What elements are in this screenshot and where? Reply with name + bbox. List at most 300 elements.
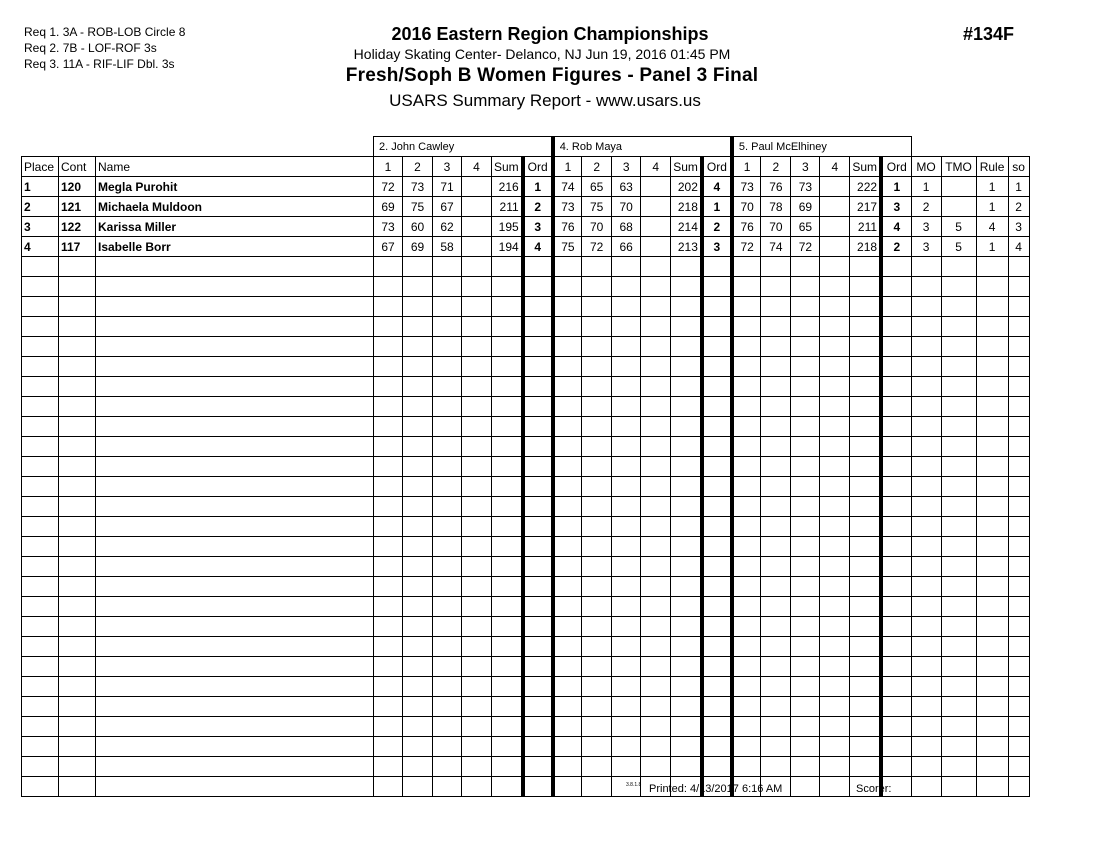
judge2-score-1-cell [553,337,582,357]
judge3-sum-cell [850,357,881,377]
judge3-score-3-cell [791,357,820,377]
judge2-score-1-cell [553,577,582,597]
tmo-cell [941,457,976,477]
judge3-score-4-cell [820,577,850,597]
skater-name-cell [96,337,374,357]
judge3-score-2-cell [761,557,791,577]
rule-cell: 1 [976,237,1008,257]
empty-row [22,557,1030,577]
skater-name-cell [96,257,374,277]
mo-cell [911,717,941,737]
judge2-score-3-cell [612,297,641,317]
mo-cell [911,657,941,677]
so-cell [1008,457,1029,477]
place-cell [22,477,59,497]
judge3-score-4-cell [820,457,850,477]
judge2-sum-cell [671,537,702,557]
judge3-score-2-cell [761,717,791,737]
judge3-score-2-cell [761,357,791,377]
rule-cell [976,717,1008,737]
judge1-score-1-cell [374,617,403,637]
place-cell [22,497,59,517]
empty-row [22,317,1030,337]
judge2-score-4-cell [641,257,671,277]
place-cell [22,677,59,697]
judge1-ordinal-cell [523,537,553,557]
judge1-score-3-cell [433,537,462,557]
judge1-ordinal-cell: 2 [523,197,553,217]
so-cell [1008,297,1029,317]
cont-cell [59,497,96,517]
judge3-sum-cell [850,337,881,357]
cont-cell: 117 [59,237,96,257]
judge2-score-1-cell [553,597,582,617]
judge3-ordinal-cell [881,257,911,277]
judge1-score-1-cell [374,297,403,317]
judge3-score-3-cell [791,557,820,577]
place-cell [22,697,59,717]
judge2-score-3-cell [612,617,641,637]
judge2-ordinal-cell [702,477,732,497]
judge3-ordinal-cell [881,477,911,497]
judge1-score-4-cell [462,177,492,197]
judge2-score-4-cell [641,677,671,697]
judge1-score-4-cell [462,717,492,737]
cont-cell [59,577,96,597]
judge2-score-2-cell [582,337,612,357]
tmo-cell [941,417,976,437]
tmo-cell [941,597,976,617]
judge2-score-3-cell [612,457,641,477]
judge2-score-3-cell: 66 [612,237,641,257]
judge3-score-2-cell [761,457,791,477]
judge2-score-3-cell [612,417,641,437]
judge1-ordinal-cell [523,617,553,637]
judge1-sum-cell [492,417,523,437]
judge3-score-3-cell [791,437,820,457]
mo-cell: 2 [911,197,941,217]
skater-name-cell: Megla Purohit [96,177,374,197]
judge3-score-4-cell [820,337,850,357]
judge3-score-3-cell: 69 [791,197,820,217]
judge1-score-1-cell [374,537,403,557]
judge1-score-2-cell [403,297,433,317]
judge2-score-4-cell [641,717,671,737]
judge3-score-1-cell [732,577,761,597]
judge1-score-4-cell [462,337,492,357]
skater-name-cell [96,657,374,677]
skater-name-cell [96,617,374,637]
judge2-ordinal-cell [702,397,732,417]
judge2-score-1-cell [553,497,582,517]
so-cell [1008,477,1029,497]
judge3-score-1-cell [732,497,761,517]
judge1-sum-cell [492,677,523,697]
judge3-score-2-cell [761,517,791,537]
col-header-j2-s2: 2 [582,157,612,177]
judge3-ordinal-cell [881,517,911,537]
tmo-cell [941,497,976,517]
judge1-score-4-cell [462,397,492,417]
judge1-score-4-cell [462,777,492,797]
so-cell [1008,357,1029,377]
empty-row [22,477,1030,497]
judge3-sum-cell [850,297,881,317]
empty-row [22,337,1030,357]
judge3-score-3-cell [791,297,820,317]
judge2-score-2-cell [582,657,612,677]
judge3-score-3-cell: 73 [791,177,820,197]
tmo-cell: 5 [941,237,976,257]
judge1-score-1-cell [374,477,403,497]
col-header-name: Name [96,157,374,177]
judge3-score-1-cell [732,357,761,377]
judge2-ordinal-cell [702,317,732,337]
judge1-score-2-cell [403,257,433,277]
judge2-score-1-cell [553,477,582,497]
judge2-sum-cell [671,277,702,297]
judge1-ordinal-cell [523,717,553,737]
tmo-cell [941,257,976,277]
judge3-score-4-cell [820,437,850,457]
empty-row [22,497,1030,517]
judge3-ordinal-cell [881,537,911,557]
judge3-score-4-cell [820,597,850,617]
skater-name-cell [96,437,374,457]
judge1-score-3-cell [433,597,462,617]
place-cell [22,297,59,317]
judge2-score-2-cell [582,457,612,477]
cont-cell: 121 [59,197,96,217]
judge1-score-1-cell: 72 [374,177,403,197]
judge2-score-4-cell [641,337,671,357]
skater-name-cell [96,297,374,317]
judge3-score-3-cell [791,517,820,537]
requirement-2: Req 2. 7B - LOF-ROF 3s [24,41,157,55]
judge3-sum-cell [850,457,881,477]
tmo-cell [941,577,976,597]
judge1-ordinal-cell [523,437,553,457]
judge1-score-3-cell [433,577,462,597]
judge1-score-2-cell [403,517,433,537]
judge-name-3: 5. Paul McElhiney [732,137,911,157]
so-cell [1008,557,1029,577]
judge1-sum-cell [492,597,523,617]
col-header-j1-s1: 1 [374,157,403,177]
judge3-ordinal-cell [881,277,911,297]
judge2-score-2-cell [582,537,612,557]
judge2-sum-cell: 202 [671,177,702,197]
judge-name-1: 2. John Cawley [374,137,553,157]
judge2-score-3-cell [612,497,641,517]
judge3-score-1-cell: 72 [732,237,761,257]
judge1-score-2-cell: 75 [403,197,433,217]
judge2-sum-cell [671,577,702,597]
judge3-ordinal-cell [881,297,911,317]
judge1-sum-cell [492,517,523,537]
judge1-score-1-cell [374,557,403,577]
judge2-sum-cell [671,457,702,477]
judge1-score-2-cell [403,437,433,457]
judge1-score-1-cell [374,337,403,357]
cont-cell [59,477,96,497]
judge3-score-2-cell [761,417,791,437]
so-cell [1008,417,1029,437]
mo-cell [911,297,941,317]
empty-row [22,757,1030,777]
judge2-score-2-cell [582,697,612,717]
judge2-sum-cell [671,557,702,577]
judge3-score-1-cell [732,337,761,357]
tmo-cell [941,337,976,357]
mo-cell [911,637,941,657]
so-cell [1008,577,1029,597]
rule-cell [976,657,1008,677]
judge2-score-2-cell [582,717,612,737]
judge3-ordinal-cell: 3 [881,197,911,217]
judge2-sum-cell [671,437,702,457]
judge2-score-1-cell [553,677,582,697]
judge2-score-3-cell [612,477,641,497]
judge1-score-3-cell [433,277,462,297]
judge1-score-3-cell [433,437,462,457]
judge3-ordinal-cell [881,617,911,637]
judge2-score-1-cell [553,617,582,637]
judge2-score-4-cell [641,397,671,417]
printed-timestamp: Printed: 4/13/2017 6:16 AM [649,783,783,795]
judge2-score-2-cell [582,297,612,317]
judge3-score-3-cell [791,617,820,637]
mo-cell [911,337,941,357]
judge2-score-1-cell [553,297,582,317]
judge3-sum-cell [850,577,881,597]
judge2-sum-cell [671,697,702,717]
judge1-score-4-cell [462,737,492,757]
judge3-sum-cell: 222 [850,177,881,197]
judge1-score-2-cell [403,557,433,577]
judge3-score-1-cell [732,417,761,437]
judge3-sum-cell: 211 [850,217,881,237]
place-cell [22,317,59,337]
judge1-score-3-cell [433,657,462,677]
judge3-score-1-cell [732,757,761,777]
skater-name-cell [96,757,374,777]
judge3-score-1-cell [732,657,761,677]
judge2-score-3-cell: 68 [612,217,641,237]
tmo-cell [941,377,976,397]
judge3-sum-cell [850,657,881,677]
judge1-sum-cell [492,717,523,737]
empty-row [22,697,1030,717]
mo-cell [911,377,941,397]
judge1-sum-cell [492,737,523,757]
judge3-score-3-cell [791,497,820,517]
judge2-score-2-cell [582,737,612,757]
rule-cell [976,257,1008,277]
judge3-score-3-cell [791,717,820,737]
judge3-score-4-cell [820,317,850,337]
cont-cell [59,677,96,697]
skater-name-cell [96,497,374,517]
judge1-ordinal-cell [523,497,553,517]
judge1-ordinal-cell [523,297,553,317]
judge1-score-3-cell [433,317,462,337]
judge3-score-3-cell [791,477,820,497]
skater-name-cell [96,557,374,577]
judge1-score-3-cell [433,697,462,717]
judge1-sum-cell [492,377,523,397]
mo-cell [911,617,941,637]
judge2-ordinal-cell [702,537,732,557]
judge1-score-3-cell [433,297,462,317]
skater-name-cell [96,677,374,697]
judge3-score-1-cell: 76 [732,217,761,237]
judge1-sum-cell [492,477,523,497]
judge1-sum-cell: 194 [492,237,523,257]
cont-cell [59,557,96,577]
judge1-score-2-cell: 69 [403,237,433,257]
judge3-score-1-cell [732,617,761,637]
judge3-score-4-cell [820,217,850,237]
judge2-sum-cell: 218 [671,197,702,217]
judge3-score-3-cell [791,277,820,297]
judge1-score-3-cell [433,257,462,277]
judge1-ordinal-cell [523,677,553,697]
judge3-score-3-cell: 65 [791,217,820,237]
judge1-score-2-cell: 60 [403,217,433,237]
judge2-sum-cell: 213 [671,237,702,257]
judge2-score-3-cell [612,557,641,577]
judge2-score-2-cell [582,497,612,517]
judge1-score-2-cell [403,397,433,417]
judge1-score-1-cell [374,677,403,697]
judge1-ordinal-cell [523,737,553,757]
judge3-score-3-cell [791,577,820,597]
place-cell [22,377,59,397]
judge2-score-4-cell [641,617,671,637]
judge1-score-4-cell [462,357,492,377]
judge1-score-4-cell [462,257,492,277]
report-subtitle: USARS Summary Report - www.usars.us [389,91,701,110]
skater-name-cell [96,477,374,497]
rule-cell [976,277,1008,297]
cont-cell [59,517,96,537]
judge1-sum-cell [492,437,523,457]
judge1-score-1-cell [374,697,403,717]
judge3-score-2-cell: 74 [761,237,791,257]
judge2-ordinal-cell: 3 [702,237,732,257]
mo-cell [911,577,941,597]
judge3-score-4-cell [820,357,850,377]
table-row [22,177,1030,197]
cont-cell [59,317,96,337]
col-header-j2-s3: 3 [612,157,641,177]
judge3-ordinal-cell [881,417,911,437]
empty-row [22,577,1030,597]
col-header-rule: Rule [976,157,1008,177]
venue-line: Holiday Skating Center- Delanco, NJ Jun 19, 2016 01:45 PM [353,46,731,62]
judge2-score-4-cell [641,517,671,537]
judge3-sum-cell [850,317,881,337]
table-row [22,237,1030,257]
judge2-score-4-cell [641,377,671,397]
judge3-score-3-cell [791,397,820,417]
judge3-score-1-cell [732,537,761,557]
col-header-j1-sum: Sum [492,157,523,177]
tmo-cell [941,637,976,657]
col-header-j2-s4: 4 [641,157,671,177]
judge1-score-1-cell [374,757,403,777]
judge3-score-4-cell [820,237,850,257]
judge2-score-3-cell [612,637,641,657]
judge2-sum-cell [671,477,702,497]
judge1-score-2-cell [403,537,433,557]
mo-cell: 1 [911,177,941,197]
judge3-ordinal-cell [881,397,911,417]
mo-cell [911,317,941,337]
judge1-score-3-cell [433,377,462,397]
judge3-score-3-cell [791,677,820,697]
judge1-score-4-cell [462,517,492,537]
judge2-score-1-cell [553,777,582,797]
empty-row [22,657,1030,677]
judge2-score-1-cell [553,457,582,477]
col-header-j3-ord: Ord [881,157,911,177]
judge1-score-4-cell [462,637,492,657]
place-cell [22,517,59,537]
judge1-score-4-cell [462,597,492,617]
judge1-score-4-cell [462,417,492,437]
so-cell [1008,597,1029,617]
judge3-score-4-cell [820,517,850,537]
judge2-score-3-cell [612,717,641,737]
judge1-score-4-cell [462,677,492,697]
judge2-score-4-cell [641,317,671,337]
skater-name-cell [96,397,374,417]
judge2-score-3-cell [612,337,641,357]
skater-name-cell [96,697,374,717]
empty-row [22,277,1030,297]
judge2-score-1-cell [553,537,582,557]
judge2-score-3-cell [612,677,641,697]
judge2-score-2-cell: 70 [582,217,612,237]
col-header-j1-s4: 4 [462,157,492,177]
judge1-sum-cell [492,357,523,377]
judge2-score-4-cell [641,557,671,577]
empty-row [22,357,1030,377]
judge3-score-4-cell [820,257,850,277]
judge3-score-3-cell [791,597,820,617]
place-cell [22,637,59,657]
judge3-score-1-cell [732,277,761,297]
judge3-score-2-cell [761,597,791,617]
mo-cell [911,677,941,697]
judge-name-2: 4. Rob Maya [553,137,732,157]
judge2-ordinal-cell [702,697,732,717]
place-cell: 4 [22,237,59,257]
judge3-score-4-cell [820,617,850,637]
judge3-ordinal-cell [881,497,911,517]
judge1-sum-cell [492,337,523,357]
tmo-cell [941,777,976,797]
judge2-ordinal-cell [702,457,732,477]
judge3-score-4-cell [820,757,850,777]
judge2-score-1-cell: 74 [553,177,582,197]
judge1-sum-cell [492,257,523,277]
rule-cell [976,337,1008,357]
judge3-score-3-cell [791,757,820,777]
judge1-score-1-cell [374,777,403,797]
